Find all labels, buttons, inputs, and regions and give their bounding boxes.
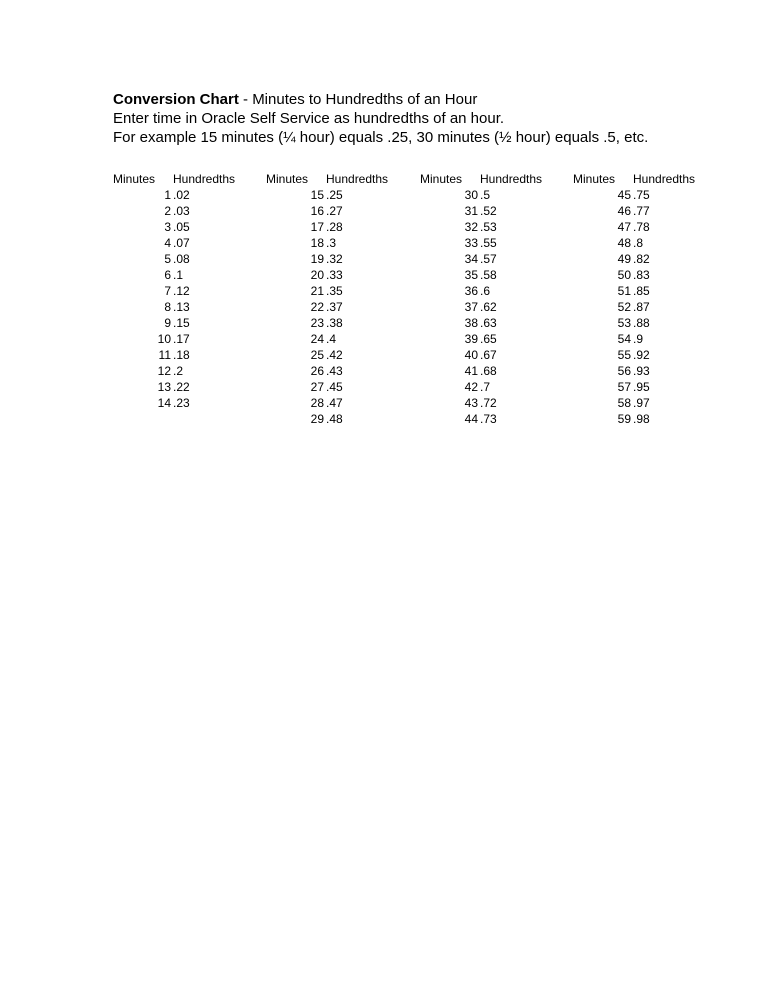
minutes-cell: 56 [617,364,631,378]
table-row [266,283,416,299]
minutes-cell: 40 [464,348,478,362]
minutes-cell: 6 [164,268,171,282]
hundredths-cell: .63 [480,316,497,330]
table-row [113,315,263,331]
table-row [266,315,416,331]
hundredths-cell: .17 [173,332,190,346]
table-row [420,219,570,235]
table-row [266,251,416,267]
hundredths-cell: .88 [633,316,650,330]
minutes-cell: 32 [464,220,478,234]
table-row [113,395,263,411]
hundredths-cell: .7 [480,380,491,394]
minutes-cell: 3 [164,220,171,234]
minutes-cell: 35 [464,268,478,282]
hundredths-cell: .12 [173,284,190,298]
table-row [266,219,416,235]
column-header-hundredths: Hundredths [480,172,543,186]
table-row [113,235,263,251]
hundredths-cell: .6 [480,284,491,298]
hundredths-cell: .5 [480,188,491,202]
minutes-cell: 41 [464,364,478,378]
minutes-cell: 55 [617,348,631,362]
hundredths-cell: .48 [326,412,343,426]
minutes-cell: 23 [310,316,324,330]
table-row [113,267,263,283]
hundredths-cell: .73 [480,412,497,426]
table-header-row [420,171,570,187]
minutes-cell: 10 [157,332,171,346]
minutes-cell: 42 [464,380,478,394]
minutes-cell: 16 [310,204,324,218]
table-row [573,283,723,299]
table-row [420,331,570,347]
hundredths-cell: .15 [173,316,190,330]
minutes-cell: 45 [617,188,631,202]
hundredths-cell: .42 [326,348,343,362]
minutes-cell: 34 [464,252,478,266]
minutes-cell: 24 [310,332,324,346]
table-row [573,363,723,379]
minutes-cell: 53 [617,316,631,330]
minutes-cell: 7 [164,284,171,298]
example-line: For example 15 minutes (¼ hour) equals .25, 30 minutes (½ hour) equals .5, etc. [113,129,649,146]
table-row [420,283,570,299]
hundredths-cell: .35 [326,284,343,298]
hundredths-cell: .08 [173,252,190,266]
minutes-cell: 25 [310,348,324,362]
table-row [420,235,570,251]
hundredths-cell: .83 [633,268,650,282]
minutes-cell: 47 [617,220,631,234]
table-row [420,411,570,427]
column-header-hundredths: Hundredths [633,172,696,186]
minutes-cell: 20 [310,268,324,282]
hundredths-cell: .27 [326,204,343,218]
minutes-cell: 21 [310,284,324,298]
table-row [420,299,570,315]
hundredths-cell: .03 [173,204,190,218]
table-row [113,219,263,235]
hundredths-cell: .75 [633,188,650,202]
table-row [573,315,723,331]
hundredths-cell: .93 [633,364,650,378]
table-row [573,299,723,315]
table-row [266,331,416,347]
minutes-cell: 9 [164,316,171,330]
hundredths-cell: .92 [633,348,650,362]
hundredths-cell: .52 [480,204,497,218]
column-header-minutes: Minutes [573,172,616,186]
hundredths-cell: .3 [326,236,337,250]
minutes-cell: 14 [157,396,171,410]
minutes-cell: 28 [310,396,324,410]
hundredths-cell: .43 [326,364,343,378]
table-row [573,379,723,395]
hundredths-cell: .37 [326,300,343,314]
minutes-cell: 59 [617,412,631,426]
table-row [113,347,263,363]
table-row [420,347,570,363]
hundredths-cell: .4 [326,332,337,346]
hundredths-cell: .22 [173,380,190,394]
table-row [573,411,723,427]
minutes-cell: 46 [617,204,631,218]
minutes-cell: 54 [617,332,631,346]
table-row [113,379,263,395]
column-header-minutes: Minutes [113,172,156,186]
hundredths-cell: .13 [173,300,190,314]
minutes-cell: 26 [310,364,324,378]
minutes-cell: 37 [464,300,478,314]
table-header-row [113,171,263,187]
minutes-cell: 4 [164,236,171,250]
minutes-cell: 12 [157,364,171,378]
column-header-minutes: Minutes [420,172,463,186]
minutes-cell: 1 [164,188,171,202]
table-row [573,251,723,267]
hundredths-cell: .05 [173,220,190,234]
title-line [113,90,648,109]
table-row [266,235,416,251]
table-row [113,283,263,299]
table-row [573,203,723,219]
hundredths-cell: .25 [326,188,343,202]
minutes-cell: 29 [310,412,324,426]
table-row [266,299,416,315]
minutes-cell: 33 [464,236,478,250]
minutes-cell: 49 [617,252,631,266]
hundredths-cell: .23 [173,396,190,410]
minutes-cell: 51 [617,284,631,298]
table-row [573,347,723,363]
table-row [266,347,416,363]
minutes-cell: 31 [464,204,478,218]
minutes-cell: 27 [310,380,324,394]
table-header-row [573,171,723,187]
table-row [113,251,263,267]
hundredths-cell: .02 [173,188,190,202]
column-header-hundredths: Hundredths [173,172,236,186]
table-row [573,219,723,235]
hundredths-cell: .32 [326,252,343,266]
table-group-3 [420,171,570,427]
hundredths-cell: .1 [173,268,184,282]
hundredths-cell: .67 [480,348,497,362]
minutes-cell: 57 [617,380,631,394]
table-row [420,203,570,219]
document-header [113,90,648,147]
hundredths-cell: .98 [633,412,650,426]
column-header-hundredths: Hundredths [326,172,389,186]
hundredths-cell: .9 [633,332,644,346]
table-row [113,331,263,347]
table-row [266,379,416,395]
hundredths-cell: .68 [480,364,497,378]
table-row [573,395,723,411]
table-row [573,187,723,203]
minutes-cell: 22 [310,300,324,314]
table-row [113,203,263,219]
table-row [113,187,263,203]
hundredths-cell: .85 [633,284,650,298]
hundredths-cell: .62 [480,300,497,314]
minutes-cell: 5 [164,252,171,266]
table-row [573,235,723,251]
table-row [420,379,570,395]
table-row [113,299,263,315]
title-bold: Conversion Chart [113,91,239,108]
column-header-minutes: Minutes [266,172,309,186]
minutes-cell: 50 [617,268,631,282]
table-row [266,395,416,411]
hundredths-cell: .72 [480,396,497,410]
minutes-cell: 17 [310,220,324,234]
minutes-cell: 58 [617,396,631,410]
hundredths-cell: .18 [173,348,190,362]
table-row [266,187,416,203]
hundredths-cell: .28 [326,220,343,234]
minutes-cell: 38 [464,316,478,330]
title-rest: - Minutes to Hundredths of an Hour [238,91,478,108]
minutes-cell: 11 [158,348,171,362]
hundredths-cell: .8 [633,236,644,250]
hundredths-cell: .77 [633,204,650,218]
hundredths-cell: .33 [326,268,343,282]
hundredths-cell: .53 [480,220,497,234]
table-row [266,267,416,283]
table-row [420,267,570,283]
hundredths-cell: .82 [633,252,650,266]
table-row [420,251,570,267]
minutes-cell: 39 [464,332,478,346]
table-row [573,331,723,347]
table-group-4 [573,171,723,427]
table-row [420,187,570,203]
table-group-1 [113,171,263,411]
hundredths-cell: .65 [480,332,497,346]
hundredths-cell: .07 [173,236,190,250]
table-row [420,363,570,379]
hundredths-cell: .57 [480,252,497,266]
hundredths-cell: .97 [633,396,650,410]
minutes-cell: 19 [310,252,324,266]
minutes-cell: 18 [310,236,324,250]
hundredths-cell: .47 [326,396,343,410]
hundredths-cell: .2 [173,364,184,378]
minutes-cell: 52 [617,300,631,314]
table-row [266,203,416,219]
minutes-cell: 43 [464,396,478,410]
table-row [266,411,416,427]
minutes-cell: 30 [464,188,478,202]
minutes-cell: 13 [157,380,171,394]
hundredths-cell: .38 [326,316,343,330]
minutes-cell: 15 [310,188,324,202]
minutes-cell: 44 [464,412,478,426]
hundredths-cell: .95 [633,380,650,394]
minutes-cell: 36 [464,284,478,298]
hundredths-cell: .58 [480,268,497,282]
instruction-line: Enter time in Oracle Self Service as hundredths of an hour. [113,110,505,127]
hundredths-cell: .55 [480,236,497,250]
table-row [266,363,416,379]
minutes-cell: 48 [617,236,631,250]
table-group-2 [266,171,416,427]
minutes-cell: 8 [164,300,171,314]
minutes-cell: 2 [164,204,171,218]
table-row [113,363,263,379]
hundredths-cell: .87 [633,300,650,314]
hundredths-cell: .45 [326,380,343,394]
table-row [420,395,570,411]
table-header-row [266,171,416,187]
table-row [420,315,570,331]
table-row [573,267,723,283]
hundredths-cell: .78 [633,220,650,234]
